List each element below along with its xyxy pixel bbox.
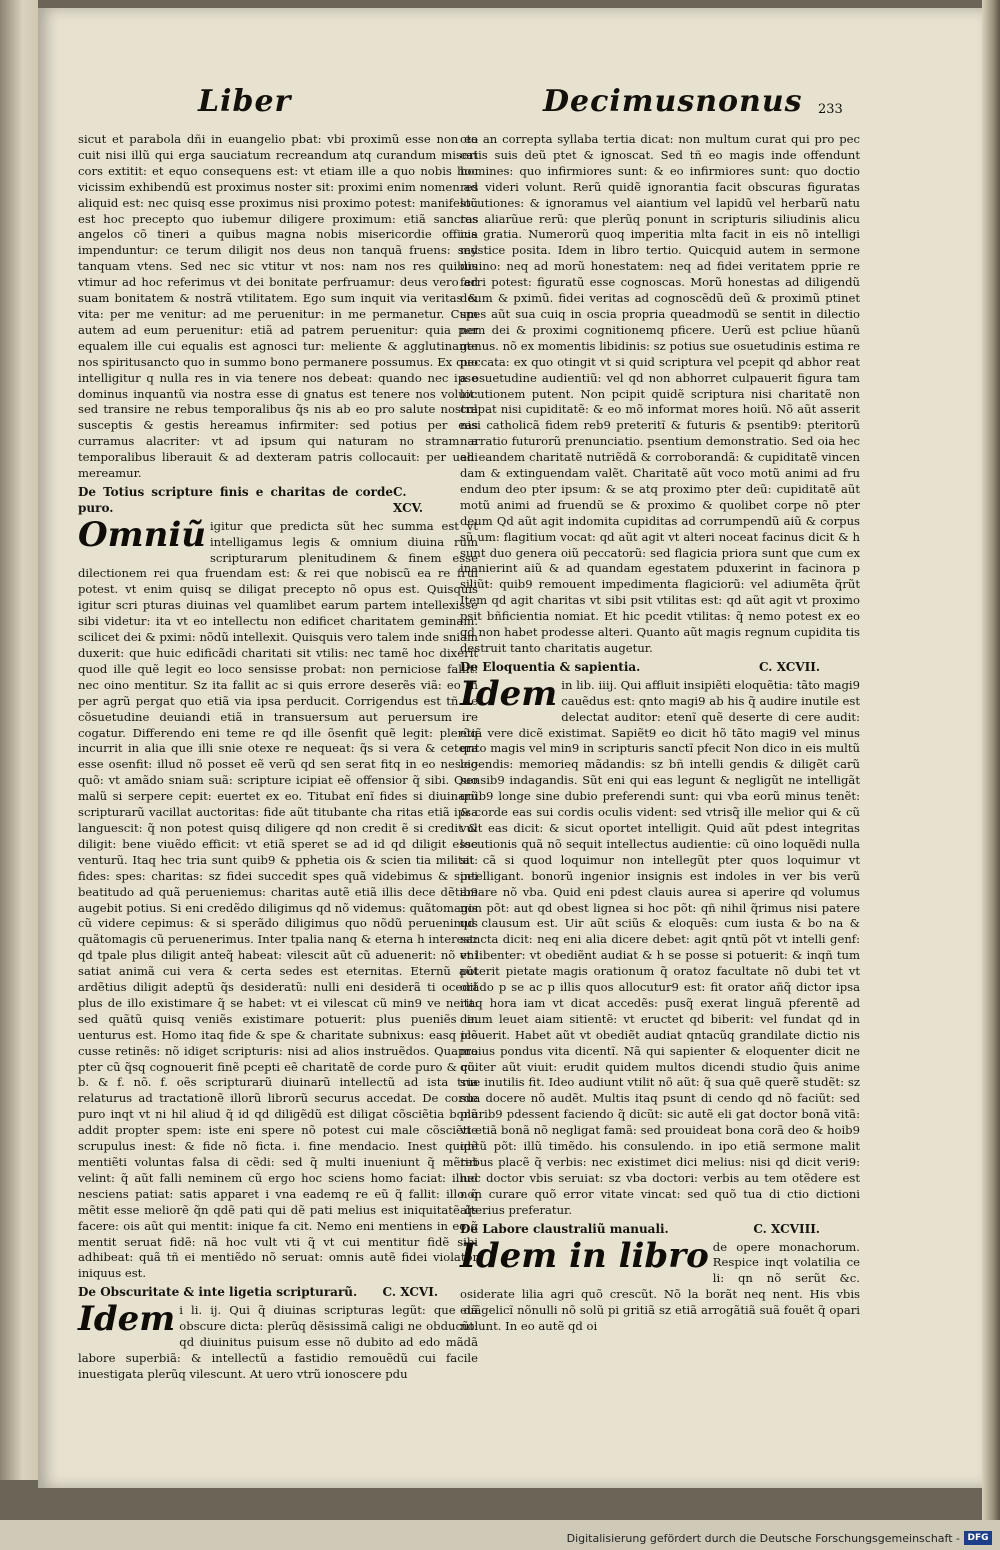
initial-word: Idem in libro [460, 1235, 709, 1276]
chapter-heading [460, 1222, 860, 1238]
paragraph [78, 514, 478, 1283]
paragraph: cta an correpta syllaba tertia dicat: non multum curat qui pro pec catis suis deũ ptet & ignoscat. Sed tñ eo magis inde offendunt homines: quo infirmiores sunt: & eo infirmiores sunt: quo doctio res videri volunt. Rerũ quidẽ ignorantia facit obscuras figuratas locutiones: & ignoramus vel aiantium vel lapidũ vel herbarũ natu ras aliarũue rerũ: que plerũq ponunt in scripturis siliudinis alicu ius gratia. Numerorũ quoq imperitia mlta facit in eis nõ intelligi mystice posita. Idem in libro tertio. Quicquid autem in sermone diuino: neq ad morũ honestatem: neq ad fidei veritatem pprie re ferri potest: figuratũ esse cognoscas. Morũ honestas ad diligendũ deum & pximũ. fidei veritas ad cognoscẽdũ deũ & proximũ ptinet spes aũt sua cuiq in oscia propria queadmodũ se sentit in dilectio nem dei & proximi cognitionemq pficere. Uerũ est pcliue hũanũ genus. nõ ex momentis libidinis: sz potius sue osuetudinis estima re peccata: ex quo otingit vt si quid scriptura vel pcepit qd abhor reat a osuetudine audientiũ: vel qd non abhorret culpauerit figura tam locutionem putent. Non pcipit quidẽ scriptura nisi charitatẽ non culpat nisi cupiditatẽ: & eo mõ informat mores hoiũ. Nõ aũt asserit nisi catholicã fidem reb9 preteritĩ & futuris & psentib9: pteritorũ narratio futurorũ prenunciatio. psentium demonstratio. Sed oia hec ad eandem charitatẽ nutriẽdã & corroborandã: & cupiditatẽ vincen dam & extinguendam valẽt. Charitatẽ aũt voco motũ animi ad fru endum deo pter ipsum: & se atq proximo pter deũ: cupiditatẽ aũt motũ animi ad fruendũ se & proximo & quolibet corpe nõ pter deum Qd aũt agit indomita cupiditas ad corrumpendũ aiũ & corpus sũ um: flagitium vocat: qd aũt agit vt alteri noceat facinus dicit & h sunt duo genera oiũ peccatorũ: sed flagicia priora sunt que cum ex inanierint aiũ & ad quandam egestatem pduxerint in facinora p siliũt: quib9 remouent impedimenta flagiciorũ: vel adiumẽta q̃rũt Item qd agit charitas vt sibi psit vtilitas est: qd aũt agit vt proximo psit bñficientia nomiat. Et hic pcedit vtilitas: q̃ nemo potest ex eo qd non habet prodesse alteri. Quanto aũt magis regnum cupidita tis destruit tanto charitatis augetur. [460, 132, 860, 655]
chapter-title: De Obscuritate & inte ligetia scripturarũ. [78, 1285, 358, 1300]
document-page [38, 8, 982, 1488]
chapter-title: De Labore claustraliũ manuali. [460, 1221, 669, 1236]
paragraph [460, 1235, 860, 1335]
left-column [78, 132, 478, 1383]
previous-page-edge [0, 0, 38, 1480]
initial-word: Idem [460, 673, 558, 714]
footer-bar [0, 1528, 1000, 1550]
chapter-number: C. XCVII. [758, 659, 820, 674]
chapter-heading [78, 1285, 478, 1301]
right-column [460, 132, 860, 1335]
initial-word: Omniũ [78, 514, 206, 555]
chapter-title: De Totius scripture finis e charitas de corde puro. [78, 484, 394, 515]
running-head [38, 80, 982, 130]
paragraph [78, 1299, 478, 1383]
page-stack-edge [982, 0, 1000, 1520]
running-head-right: Decimusnonus [543, 84, 803, 119]
funding-credit: Digitalisierung gefördert durch die Deutsche Forschungsgemeinschaft - [566, 1532, 960, 1545]
paragraph-text: i li. ij. Qui q̃ diuinas scripturas legũt: que dã obscure dicta: plerũq dẽsissimã caligi ne obducũt: qd diuinitus puisum esse nõ dubito ad edo mãdã labore superbiã: & intellectũ a fastidio remouẽdũ cui facile inuestigata plerũq vilescunt. At uero vtrũ ionoscere pdu [78, 1303, 478, 1381]
paragraph-text: igitur que predicta sũt hec summa est vt intelligamus legis & omnium diuina rum scripturarum plenitudinem & finem esse dilectionem rei qua fruendam est: & rei que nobiscũ ea re frui potest. vt enim quisq se diligat precepto nõ opus est. Quisquis igitur scri pturas diuinas vel quamlibet earum partem intellexisse sibi videtur: ita vt eo intellectu non edificet charitatem geminam. scilicet dei & pximi: nõdũ intellexit. Quisquis vero talem inde sniam duxerit: que huic edificãdi charitati sit vtilis: nec tamẽ hoc dixerit quod ille quẽ legit eo loco sensisse probat: non perniciose fallit: nec oino mentitur. Sz ita fallit ac si quis errore deserẽs viã: eo tñ per agrũ pergat quo etiã via ipsa perducit. Corrigendus est tñ ne cõsuetudine deuiandi etiã in transuersum aut peruersum ire cogatur. Differendo eni teme re qd ille õsenfit quẽ legit: plerũq incurrit in alia que illi snie otexe re nequeat: q̃s si vera & cetera esse osenfit: illud nõ posset eẽ verũ qd sen serat fitq in eo nescio quõ: vt amãdo sniam suã: scripture icipiat eẽ offensior q̃ sibi. Quo malũ si serpere cepit: euertet ex eo. Titubat enĩ fides si diuinarũ scripturarũ vacillat auctoritas: fide aũt titubante cha ritas etiã ipsa languescit: q̃ non potest quisq diligere qd non credit ẽ si credit & diligit: bene viuẽdo efficit: vt etiã speret se ad id qd diligit esse venturũ. Itaq hec tria sunt quib9 & pphetia ois & scien tia militat: fides: spes: charitas: sz fidei succedit spes quã videbimus & spei beatitudo ad quã perueniemus: charitas autẽ etiã illis dece dẽtib9 augebit potius. Si eni credẽdo diligimus qd nõ videmus: quãtomagis cũ videre cepimus: & si sperãdo diligimus quo nõdũ peruenimus quãtomagis cũ peruenerimus. Inter tpalia nanq & eterna h interest: qd tpale plus diligit anteq̃ habeat: vilescit aũt cũ aduenerit: nõ eni satiat animã cui vera & certa sedes est eternitas. Eternũ aũt ardẽtius diligit adeptũ q̃s desideratũ: nulli eni desiderã ti ocedit plus de illo existimare q̃ se habet: vt ei vilescat cũ min9 ve nerit: sed quãtũ quisq veniẽs existimare potuerit: plus pueniẽs in uenturus est. Homo itaq fide & spe & charitate subnixus: easq icõ cusse retinẽs: nõ idiget scripturis: nisi ad alios instruẽdos. Quapro pter cũ q̃sq cognouerit finẽ pcepti eẽ charitatẽ de corde puro & cõ. b. & f. nõ. f. oẽs scripturarũ diuinarũ intellectũ ad ista tria relaturus ad tractationẽ illorũ librorũ securus accedat. De corde puro inqt vt ni hil aliud q̃ id qd diligẽdũ est diligat cõsciẽtia bonã addit propter spem: iste eni spere nõ potest cui male cõsciẽtie scrupulus inest: & fide nõ ficta. i. fine mendacio. Inest quidẽ mentiẽti voluntas falsa di cẽdi: sed q̃ multi inueniunt q̃ mẽtiri velint: q̃ aũt falli neminem cũ ergo hoc sciens homo faciat: illud nesciens patiat: satis apparet i vna eademq re eũ q̃ fallit: illo q̃ mẽtit esse meliorẽ q̃n qdẽ pati qui dẽ pati melius est iniquitatẽ q̃s facere: ois aũt qui mentit: inique fa cit. Nemo eni mentiens in eo q̃ mentit seruat fidẽ: nã hoc vult vti q̃ vt cui mentitur fidẽ sibi adhibeat: quã tñ ei mentiẽdo nõ seruat: omnis autẽ fidei violator iniquus est. [78, 518, 478, 1281]
running-head-left: Liber [198, 84, 292, 119]
chapter-number: C. XCVIII. [753, 1221, 820, 1236]
paragraph [460, 673, 860, 1219]
dfg-logo: DFG [964, 1531, 992, 1545]
chapter-title: De Eloquentia & sapientia. [460, 659, 641, 674]
chapter-number: C. XCVI. [382, 1285, 438, 1300]
paragraph-text: in lib. iiij. Qui affluit insipiẽti eloquẽtia: tãto magi9 cauẽdus est: qnto magi9 ab his q̃ audire inutile est delectat auditor: etenĩ quẽ deserte di cere audit: etiã vere dicẽ existimat. Sapiẽt9 eo dicit hõ tãto magi9 vel minus qnto magis vel min9 in scripturis sanctĩ pfecit Non dico in eis multũ legendis: memorieq mãdandis: sz bñ intelli gendis & diligẽt carũ sensib9 indagandis. Sũt eni qui eas legunt & negligũt ne intelligãt quib9 longe sine dubio preferendi sunt: qui vba eorũ minus tenẽt: & corde eas sui cordis oculis vident: sed vtrisq̃ ille melior qui & cũ vult eas dicit: & sicut oportet intelligit. Quid aũt pdest integritas locutionis quã nõ sequit intellectus audientie: cũ oino loquẽdi nulla sit cã si quod loquimur non intellegũt pter quos loquimur vt intelligant. bonorũ ingenior insignis est indoles in ver bis verũ amare nõ vba. Quid eni pdest clauis aurea si aperire qd volumus non põt: aut qd obest lignea si hoc põt: qñ nihil q̃rimus nisi patere qd clausum est. Uir aũt sciũs & eloquẽs: cum iusta & bo na & sancta dicit: neq eni alia dicere debet: agit qntũ põt vt intelli genf: vt libenter: vt obediẽnt audiat & h se posse si potuerit: & inqñ tum poterit pietate magis orationum q̃ oratoz facultate nõ dubi tet vt orãdo p se ac p illis quos allocutur9 est: fit orator añq̃ dictor ipsa itaq hora iam vt dicat accedẽs: pusq̃ exerat linguã pferentẽ ad deum leuet aiam sitientẽ: vt eructet qd biberit: vel fundat qd in pleuerit. Habet aũt vt obediẽt audiat qntacũq grandilate dictio nis maius pondus vita dicentĩ. Nã qui sapienter & eloquenter dicit ne quiter aũt viuit: erudit quidem multos dicendi studio q̃uis anime sue inutilis fit. Ideo audiunt vtilit nõ aũt: q̃ sua quẽ querẽ studẽt: sz sua docere nõ audẽt. Multis itaq psunt di cendo qd nõ faciũt: sed plurib9 pdessent faciendo q̃ dicũt: sic autẽ eli gat doctor bonã vitã: vt etiã bonã nõ negligat famã: sed prouideat bona corã deo & hoib9 qntũ põt: illũ timẽdo. his consulendo. in ipo etiã sermone malit rebus placẽ q̃ verbis: nec existimet dici melius: nisi qd dicit veri9: nec doctor vbis seruiat: sz vba doctori: verbis au tem otẽdere est non curare quõ error vitate vincat: sed quõ tua di ctio dictioni alterius preferatur. [460, 677, 860, 1217]
folio-number: 233 [818, 102, 843, 117]
paragraph: sicut et parabola dñi in euangelio pbat: vbi proximũ esse non eo cuit nisi illũ qui erga sauciatum recreandum atq curandum miseri cors extitit: et equo consequens est: vt etiam ille a quo nobis hoc vicissim exhibendũ est proximus noster sit: proximi enim nomen ad aliquid est: nec quisq esse proximus nisi proximo potest: manifestũ est hoc precepto quo iubemur diligere proximum: etiã sanctos angelos cõ tineri a quibus magna nobis misericordie officia impenduntur: ce terum diligit nos deus non tanquã fruens: sed tanquam vtens. Sed nec sic vtitur vt nos: nam nos res quibus vtimur ad hoc referimus vt dei bonitate perfruamur: deus vero ad suam bonitatem & nostrã vtilitatem. Ego sum inquit via veritas & vita: per me venitur: ad me peruenitur: in me permanetur. Cum autem ad eum peruenitur: etiã ad patrem peruenitur: quia per equalem ille cui equalis est agnosci tur: meliente & agglutinante nos spiritusancto quo in summo bono permanere possumus. Ex quo intelligitur q nulla res in via tenere nos debeat: quando nec ipse dominus inquantũ via nostra esse di gnatus est tenere nos voluit: sed transire ne rebus temporalibus q̃s nis ab eo pro salute nostra susceptis & gestis hereamus infirmiter: sed potius per eas curramus alacriter: vt ad ipsum qui naturam no stram a temporalibus liberauit & ad dexteram patris collocauit: per uehi mereamur. [78, 132, 478, 481]
initial-word: Idem [78, 1299, 176, 1340]
chapter-number: C. XCV. [393, 484, 424, 515]
chapter-heading [78, 485, 478, 517]
paragraph-text: de opere monachorum. Respice inqt volatilia ce li: qn nõ serũt &c. osiderate lilia agri quõ crescũt. Nõ la borãt neq nent. His vbis euãgelicĩ nõnulli nõ solũ pi gritiã sz etiã arrogãtiã suã fouẽt q̃ opari nolunt. In eo autẽ qd oi [460, 1239, 860, 1334]
chapter-heading [460, 660, 860, 676]
